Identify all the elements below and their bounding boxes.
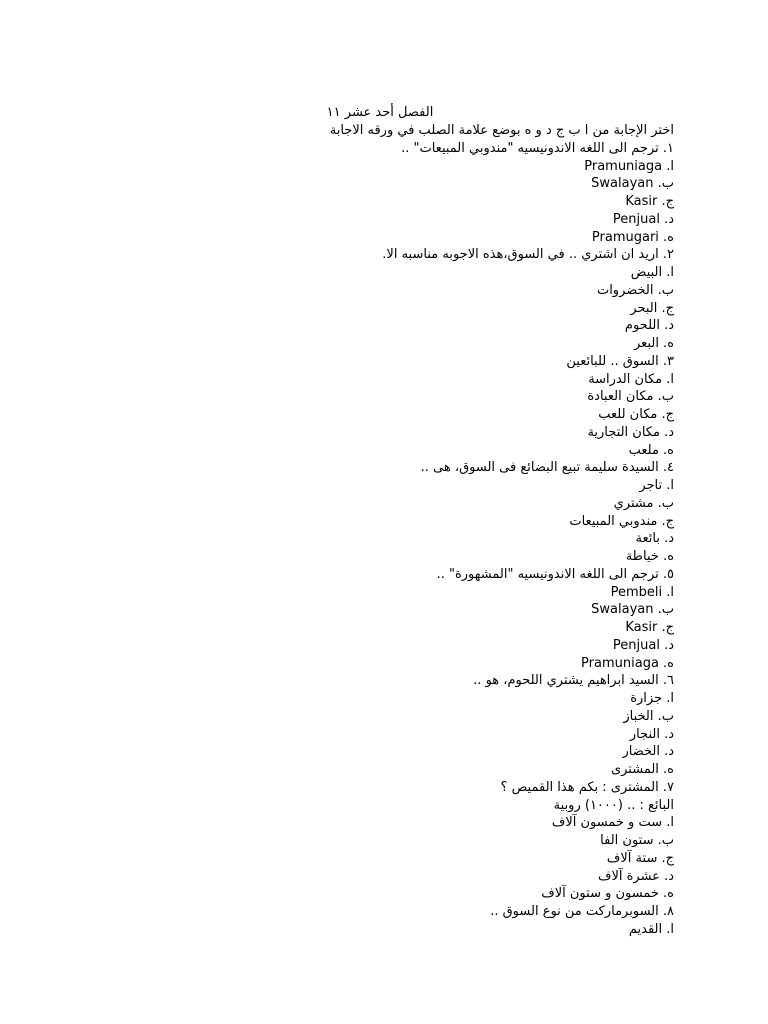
- text-line: ١. ترجم الى اللغه الاندونيسيه "مندوبي المبيعات" ..: [401, 140, 674, 156]
- question-list: [254, 122, 674, 939]
- text-line: ج. البحر: [630, 300, 674, 316]
- text-line: البائع : .. (١٠٠٠) روبية: [553, 797, 674, 813]
- text-line: ج. مندوبي المبيعات: [569, 513, 674, 529]
- text-line: د. Penjual: [612, 637, 674, 653]
- text-line: د. Penjual: [612, 211, 674, 227]
- text-line: ج. Kasir: [625, 194, 674, 209]
- text-line: ب. مكان العبادة: [587, 389, 674, 405]
- text-line: ٨. السوبرماركت من نوع السوق ..: [490, 904, 674, 919]
- text-line: ب. Swalayan: [591, 176, 674, 192]
- text-line: ا. القديم: [628, 921, 674, 937]
- text-line: ا. مكان الدراسة: [588, 371, 674, 387]
- text-line: ه. Pramuniaga: [581, 655, 674, 671]
- text-line: ٦. السيد ابراهيم يشتري اللحوم، هو ..: [473, 673, 674, 689]
- text-line: ٥. ترجم الى اللغه الاندونيسيه "المشهورة" ..: [436, 566, 674, 582]
- text-line: ا. ست و خمسون آلاف: [551, 815, 674, 831]
- text-line: ا. Pramuniaga: [584, 158, 674, 174]
- text-line: د. عشرة آلاف: [597, 868, 674, 884]
- text-line: ب. مشتري: [613, 495, 674, 511]
- page-title: الفصل أحد عشر ١١: [326, 105, 434, 120]
- text-line: ب. الخضروات: [596, 282, 674, 298]
- text-line: د. مكان التجارية: [587, 424, 674, 440]
- text-line: اختر الإجابة من ا ب ج د و ه بوضع علامة الصلب في ورقه الاجابة: [329, 123, 674, 138]
- text-line: ب. الخباز: [623, 708, 674, 724]
- text-line: ٧. المشترى : بكم هذا القميص ؟: [500, 779, 674, 795]
- text-line: ا. تاجر: [639, 478, 674, 493]
- text-line: ٢. اريد ان اشتري .. في السوق،هذه الاجوبه مناسبه الا.: [382, 247, 674, 263]
- text-line: ب. Swalayan: [591, 602, 674, 618]
- text-line: ه. خمسون و ستون آلاف: [541, 886, 674, 902]
- text-line: ه. المشترى: [610, 762, 674, 777]
- text-line: ٤. السيدة سليمة تبيع البضائع فى السوق، هى ..: [420, 460, 674, 476]
- text-line: د. بائعة: [635, 531, 674, 547]
- text-line: ا. Pembeli: [610, 584, 674, 600]
- text-line: ج. Kasir: [625, 620, 674, 635]
- text-line: ج. ستة آلاف: [606, 850, 674, 866]
- text-line: ه. البعر: [633, 336, 674, 351]
- text-line: ه. Pramugari: [591, 229, 674, 245]
- text-line: د. الخضار: [622, 744, 674, 760]
- text-line: د. النجار: [629, 726, 674, 742]
- text-line: ه. ملعب: [628, 442, 674, 458]
- text-line: ا. البيض: [630, 265, 674, 280]
- text-line: ٣. السوق .. للبائعين: [566, 353, 674, 369]
- text-line: ه. خياطة: [625, 549, 674, 564]
- text-line: ج. مكان للعب: [598, 407, 674, 422]
- text-line: ا. جزارة: [630, 691, 674, 706]
- text-line: د. اللحوم: [624, 318, 674, 334]
- text-line: ب. ستون الفا: [600, 833, 674, 848]
